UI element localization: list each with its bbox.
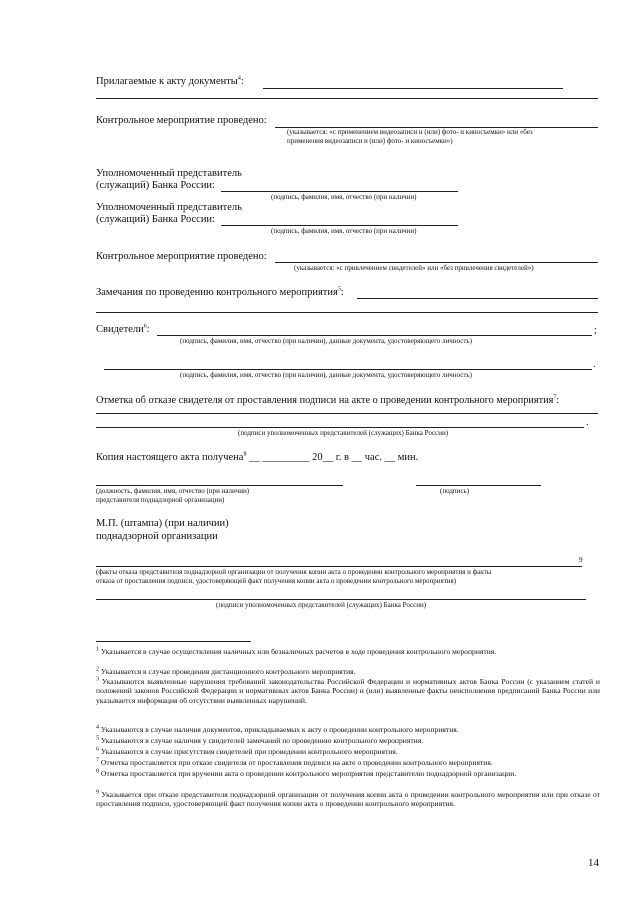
rep1-signature-line[interactable] bbox=[221, 191, 458, 192]
page-number: 14 bbox=[588, 857, 599, 869]
copy-hint-right: (подпись) bbox=[440, 487, 470, 495]
refusal-org-line[interactable] bbox=[96, 566, 582, 567]
attached-docs-line[interactable] bbox=[263, 88, 563, 89]
rep2-label-1: Уполномоченный представитель bbox=[96, 202, 242, 213]
footnote-3: $^3$ Указываются выявленные нарушения требований законодательства Российской Федерации и нормативных актов Банка России (с указанием статей и положений законов Российской Федерации и нормативных актов Банка России) и (или) выявленные факты неисполнения предписаний Банка России или указывается информация об отсутствии выявленных нарушений. bbox=[96, 676, 600, 705]
conducted-witness-hint: (указывается: «с привлечением свидетелей» или «без привлечения свидетелей») bbox=[294, 264, 534, 272]
copy-hint-left-1: (должность, фамилия, имя, отчество (при наличии) bbox=[96, 487, 250, 495]
refusal-org-hint-3: (подписи уполномоченных представителей (служащих) Банка России) bbox=[216, 601, 427, 609]
conducted-witness-line[interactable] bbox=[275, 262, 598, 263]
rep2-label-2: (служащий) Банка России: bbox=[96, 214, 215, 225]
conducted-witness-label: Контрольное мероприятие проведено: bbox=[96, 251, 267, 262]
refusal-label: Отметка об отказе свидетеля от проставления подписи на акте о проведении контрольного мероприятия$^7$: bbox=[96, 394, 560, 406]
footnote-2: $^2$ Указывается в случае проведения дистанционного контрольного мероприятия. bbox=[96, 666, 356, 676]
copy-position-line[interactable] bbox=[96, 485, 343, 486]
witness-1-line[interactable] bbox=[157, 335, 592, 336]
refusal-org-hint-2: отказа от проставления подписи, удостоверяющей факт получения копии акта о проведении контрольного мероприятия) bbox=[96, 577, 457, 585]
refusal-org-signature-line[interactable] bbox=[96, 599, 586, 600]
conducted-media-hint-2: применения видеозаписи и (или) фото- и киносъемки») bbox=[287, 137, 453, 145]
footnote-separator bbox=[96, 641, 251, 642]
remarks-line[interactable] bbox=[357, 298, 598, 299]
rep2-signature-line[interactable] bbox=[221, 225, 458, 226]
stamp-line-1: М.П. (штампа) (при наличии) bbox=[96, 518, 229, 529]
rep1-label-1: Уполномоченный представитель bbox=[96, 168, 242, 179]
refusal-org-hint-1: (факты отказа представителя поднадзорной организации от получения копии акта о проведении контрольного мероприятия и факты bbox=[96, 568, 492, 576]
remarks-line-2[interactable] bbox=[96, 312, 598, 313]
attached-docs-label: Прилагаемые к акту документы$^4$: bbox=[96, 75, 244, 87]
footnote-6: $^6$ Указываются в случае присутствия свидетелей при проведении контрольного мероприятия. bbox=[96, 746, 398, 756]
rep1-label-2: (служащий) Банка России: bbox=[96, 180, 215, 191]
rep1-hint: (подпись, фамилия, имя, отчество (при наличии) bbox=[271, 193, 417, 201]
refusal-line[interactable] bbox=[96, 413, 598, 414]
stamp-line-2: поднадзорной организации bbox=[96, 531, 218, 542]
witness-semicolon: ; bbox=[594, 325, 597, 336]
copy-signature-line[interactable] bbox=[416, 485, 541, 486]
rep2-hint: (подпись, фамилия, имя, отчество (при наличии) bbox=[271, 227, 417, 235]
refusal-hint: (подписи уполномоченных представителей (служащих) Банка России) bbox=[238, 429, 449, 437]
witness-1-hint: (подпись, фамилия, имя, отчество (при наличии), данные документа, удостоверяющего личность) bbox=[180, 337, 472, 345]
footnote-5: $^5$ Указываются в случае наличия у свидетелей замечаний по проведению контрольного мероприятия. bbox=[96, 735, 424, 745]
witness-period: . bbox=[593, 359, 596, 370]
footnote-8: $^8$ Отметка проставляется при вручении акта о проведении контрольного мероприятия представителю поднадзорной организации. bbox=[96, 768, 517, 778]
refusal-org-sup: 9 bbox=[579, 556, 583, 564]
refusal-line-2[interactable] bbox=[96, 427, 584, 428]
attached-docs-line-2[interactable] bbox=[96, 98, 598, 99]
footnote-1: $^1$ Указывается в случае осуществления наличных или безналичных расчетов в ходе проведения контрольного мероприятия. bbox=[96, 646, 497, 656]
witness-2-hint: (подпись, фамилия, имя, отчество (при наличии), данные документа, удостоверяющего личность) bbox=[180, 371, 472, 379]
conducted-media-hint-1: (указывается: «с применением видеозаписи и (или) фото- и киносъемки» или «без bbox=[287, 128, 533, 136]
remarks-label: Замечания по проведению контрольного мероприятия$^5$: bbox=[96, 286, 344, 298]
refusal-period: . bbox=[586, 417, 589, 428]
witness-2-line[interactable] bbox=[104, 369, 592, 370]
footnote-9: $^9$ Указывается при отказе представителя поднадзорной организации от получения копии акта о проведении контрольного мероприятия или при отказе от проставления подписи, удостоверяющей факт получения копии акта о проведении контрольного мероприятия. bbox=[96, 789, 600, 809]
copy-hint-left-2: представителя поднадзорной организации) bbox=[96, 496, 225, 504]
conducted-media-label: Контрольное мероприятие проведено: bbox=[96, 115, 267, 126]
footnote-7: $^7$ Отметка проставляется при отказе свидетеля от проставления подписи на акте о проведении контрольного мероприятия. bbox=[96, 757, 493, 767]
witnesses-label: Свидетели$^6$: bbox=[96, 323, 150, 335]
copy-received-label: Копия настоящего акта получена$^8$ __ _________ 20__ г. в __ час. __ мин. bbox=[96, 451, 419, 463]
footnote-4: $^4$ Указываются в случае наличия документов, прикладываемых к акту о проведении контрольного мероприятия. bbox=[96, 724, 459, 734]
